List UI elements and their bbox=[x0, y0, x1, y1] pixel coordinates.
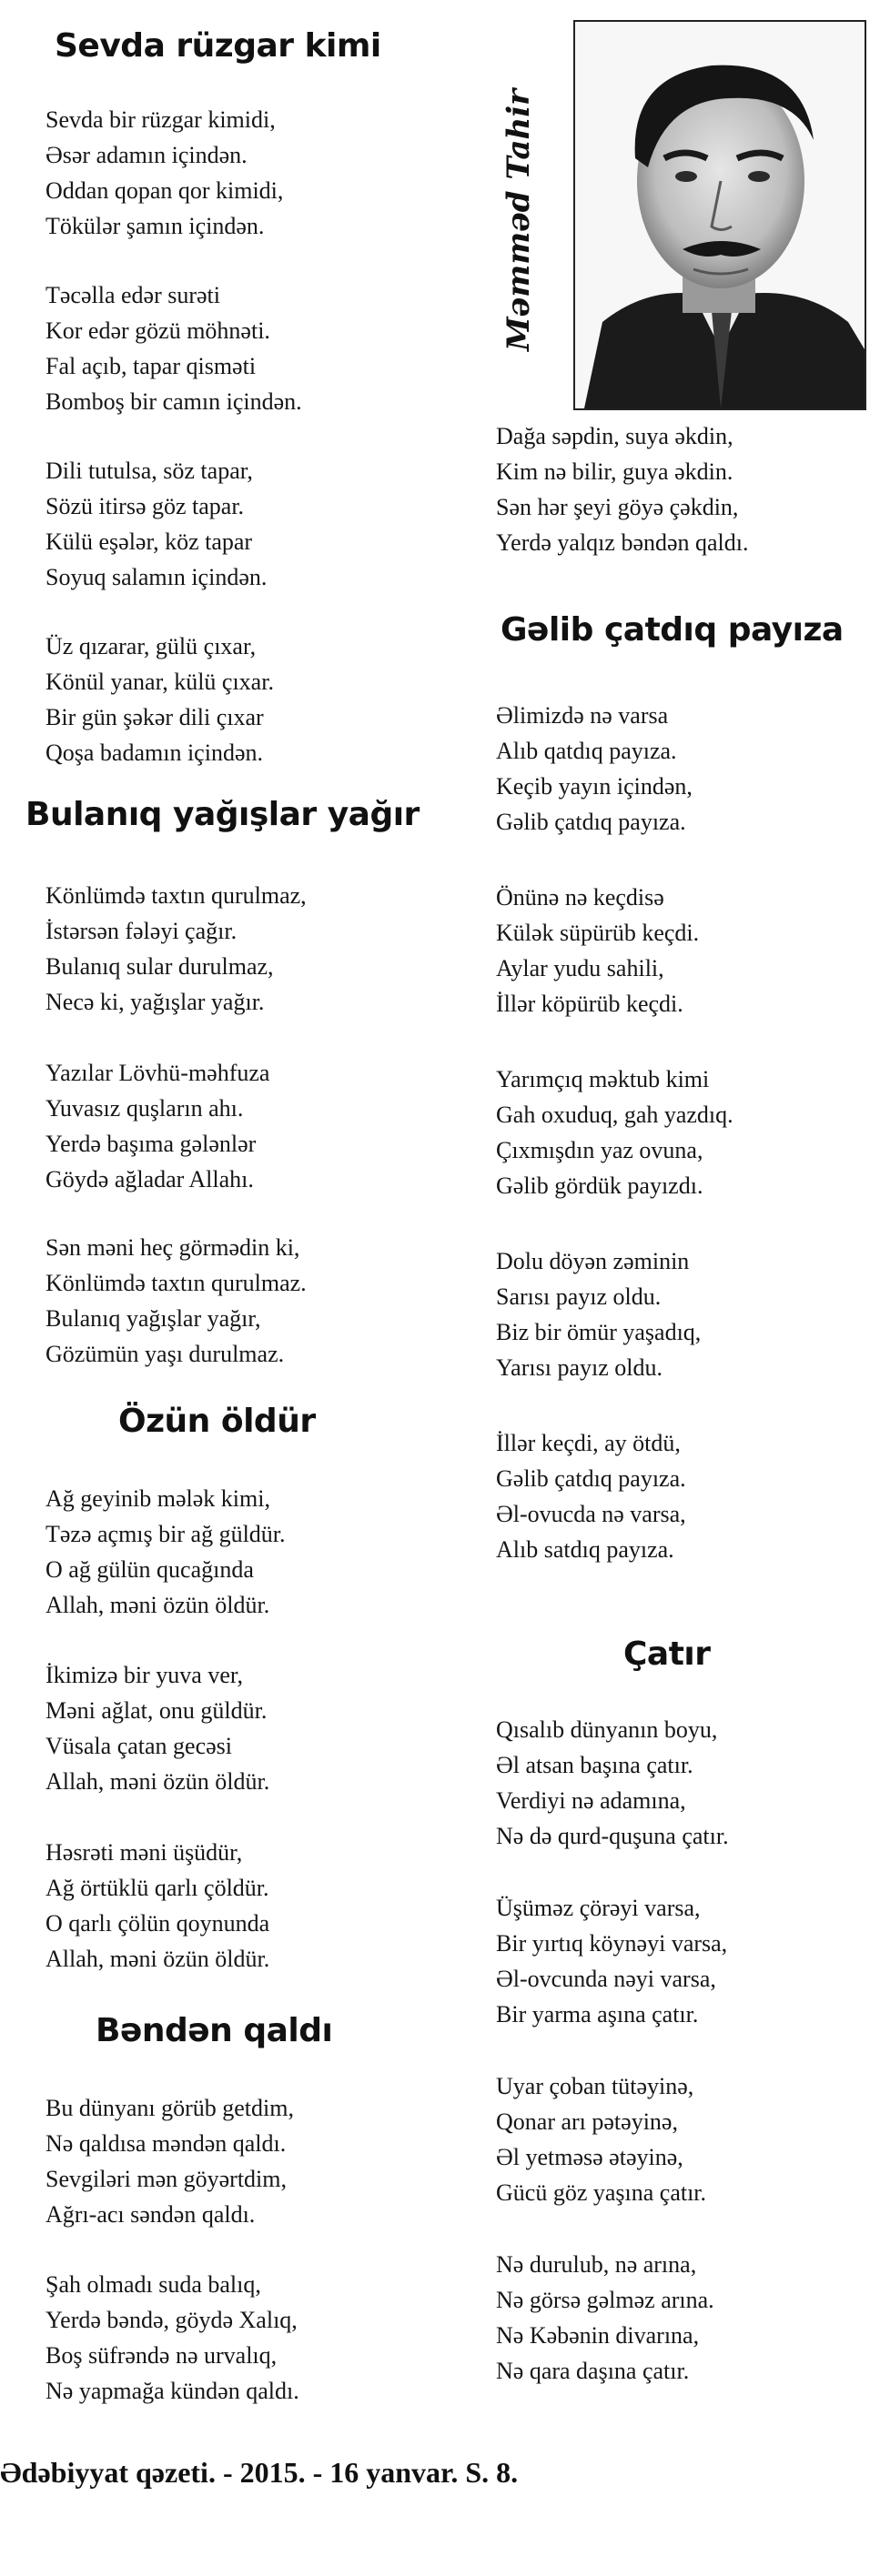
poem-line: Gah oxuduq, gah yazdıq. bbox=[496, 1102, 733, 1128]
poem-line: Könül yanar, külü çıxar. bbox=[46, 669, 274, 695]
poem-line: Bulanıq sular durulmaz, bbox=[46, 953, 274, 980]
poem-line: Əl-ovucda nə varsa, bbox=[496, 1501, 686, 1527]
poem-line: Gəlib çatdıq payıza. bbox=[496, 1465, 686, 1492]
poem-line: Gözümün yaşı durulmaz. bbox=[46, 1341, 285, 1367]
poem-line: İkimizə bir yuva ver, bbox=[46, 1662, 243, 1688]
source-citation: Ədəbiyyat qəzeti. - 2015. - 16 yanvar. S. 8. bbox=[0, 2456, 519, 2489]
poem-line: Bomboş bir camın içindən. bbox=[46, 388, 302, 415]
poem-line: Nə görsə gəlməz arına. bbox=[496, 2287, 714, 2313]
stanza bbox=[496, 418, 749, 560]
poem-line: Əsər adamın içindən. bbox=[46, 142, 248, 168]
poem-line: Nə yapmağa kündən qaldı. bbox=[46, 2378, 299, 2404]
stanza bbox=[496, 698, 693, 840]
poem-line: Nə də qurd-quşuna çatır. bbox=[496, 1823, 729, 1849]
poem-line: Göydə ağladar Allahı. bbox=[46, 1166, 254, 1192]
poem-line: Üşüməz çörəyi varsa, bbox=[496, 1895, 701, 1921]
poem-line: İstərsən fələyi çağır. bbox=[46, 918, 238, 944]
poem-line: Vüsala çatan gecəsi bbox=[46, 1733, 233, 1759]
poem-line: Fal açıb, tapar qisməti bbox=[46, 353, 257, 379]
poem-line: Aylar yudu sahili, bbox=[496, 955, 664, 981]
poem-title-payiza: Gəlib çatdıq payıza bbox=[501, 611, 844, 649]
poem-line: Könlümdə taxtın qurulmaz, bbox=[46, 882, 307, 909]
poem-line: Şah olmadı suda balıq, bbox=[46, 2271, 261, 2298]
poem-line: O ağ gülün qucağında bbox=[46, 1556, 254, 1583]
poem-line: Yarımçıq məktub kimi bbox=[496, 1066, 710, 1092]
stanza bbox=[46, 1481, 286, 1623]
poem-line: Ağrı-acı səndən qaldı. bbox=[46, 2201, 256, 2228]
poem-line: Təcəlla edər surəti bbox=[46, 282, 220, 308]
poem-line: Çıxmışdın yaz ovuna, bbox=[496, 1137, 703, 1163]
poem-line: Yerdə başıma gələnlər bbox=[46, 1131, 257, 1157]
poem-line: Verdiyi nə adamına, bbox=[496, 1787, 686, 1814]
author-photo bbox=[573, 20, 866, 410]
poem-line: Alıb qatdıq payıza. bbox=[496, 738, 677, 764]
portrait-image bbox=[575, 22, 865, 408]
poem-line: Dili tutulsa, söz tapar, bbox=[46, 458, 253, 484]
poem-line: Uyar çoban tütəyinə, bbox=[496, 2073, 694, 2099]
poem-line: Sarısı payız oldu. bbox=[496, 1283, 662, 1310]
poem-line: Sözü itirsə göz tapar. bbox=[46, 493, 245, 519]
poem-line: Külək süpürüb keçdi. bbox=[496, 920, 700, 946]
stanza bbox=[46, 277, 302, 419]
poem-line: Bir gün şəkər dili çıxar bbox=[46, 704, 264, 730]
stanza bbox=[46, 1657, 269, 1799]
poem-line: Yazılar Lövhü-məhfuza bbox=[46, 1060, 270, 1086]
poem-line: Necə ki, yağışlar yağır. bbox=[46, 989, 265, 1015]
poem-line: Nə qara daşına çatır. bbox=[496, 2358, 690, 2384]
poem-line: Yarısı payız oldu. bbox=[496, 1354, 663, 1381]
poem-line: Əl yetməsə ətəyinə, bbox=[496, 2144, 683, 2170]
poem-line: Alıb satdıq payıza. bbox=[496, 1536, 674, 1563]
poem-line: Soyuq salamın içindən. bbox=[46, 564, 268, 590]
poem-line: Əl atsan başına çatır. bbox=[496, 1752, 693, 1778]
poem-line: Təzə açmış bir ağ güldür. bbox=[46, 1521, 286, 1547]
poem-line: Qonar arı pətəyinə, bbox=[496, 2108, 678, 2135]
stanza bbox=[46, 1835, 269, 1977]
poem-title-banden: Bəndən qaldı bbox=[96, 2012, 333, 2049]
poem-line: Oddan qopan qor kimidi, bbox=[46, 177, 284, 204]
poem-line: Yerdə yalqız bəndən qaldı. bbox=[496, 529, 749, 556]
stanza bbox=[496, 1890, 727, 2032]
poem-line: Allah, məni özün öldür. bbox=[46, 1592, 270, 1618]
stanza bbox=[496, 2247, 714, 2389]
poem-line: Əlimizdə nə varsa bbox=[496, 702, 669, 729]
poem-line: Qoşa badamın içindən. bbox=[46, 740, 263, 766]
stanza bbox=[496, 1243, 701, 1385]
poem-line: Sən hər şeyi göyə çəkdin, bbox=[496, 494, 739, 520]
poem-line: Dolu döyən zəminin bbox=[496, 1248, 690, 1274]
poem-line: Həsrəti məni üşüdür, bbox=[46, 1839, 243, 1866]
poem-line: Boş süfrəndə nə urvalıq, bbox=[46, 2342, 278, 2369]
stanza bbox=[496, 2068, 706, 2210]
stanza bbox=[46, 2267, 299, 2409]
stanza bbox=[496, 1712, 729, 1854]
poem-line: Bulanıq yağışlar yağır, bbox=[46, 1305, 261, 1332]
poem-line: Gücü göz yaşına çatır. bbox=[496, 2179, 707, 2206]
poem-line: Yerdə bəndə, göydə Xalıq, bbox=[46, 2307, 298, 2333]
stanza bbox=[46, 2090, 294, 2232]
stanza bbox=[46, 878, 307, 1020]
poem-title-ozun: Özün öldür bbox=[118, 1403, 316, 1440]
poem-line: Gəlib çatdıq payıza. bbox=[496, 809, 686, 835]
poem-line: Dağa səpdin, suya əkdin, bbox=[496, 423, 733, 449]
stanza bbox=[46, 102, 283, 244]
poem-line: Nə durulub, nə arına, bbox=[496, 2251, 697, 2278]
stanza bbox=[46, 629, 274, 770]
poem-line: Külü eşələr, köz tapar bbox=[46, 528, 253, 555]
stanza bbox=[496, 1425, 686, 1567]
poem-line: Sən məni heç görmədin ki, bbox=[46, 1234, 300, 1261]
poem-line: Keçib yayın içindən, bbox=[496, 773, 693, 800]
poem-line: Kor edər gözü möhnəti. bbox=[46, 317, 270, 344]
poem-line: Ağ örtüklü qarlı çöldür. bbox=[46, 1875, 269, 1901]
poem-line: Əl-ovcunda nəyi varsa, bbox=[496, 1966, 716, 1992]
poem-line: Bu dünyanı görüb getdim, bbox=[46, 2095, 294, 2121]
poem-line: Biz bir ömür yaşadıq, bbox=[496, 1319, 702, 1345]
poem-line: Nə qaldısa məndən qaldı. bbox=[46, 2130, 287, 2157]
stanza bbox=[46, 1230, 307, 1372]
poem-line: Məni ağlat, onu güldür. bbox=[46, 1697, 268, 1724]
poem-line: Sevgiləri mən göyərtdim, bbox=[46, 2166, 288, 2192]
poem-line: O qarlı çölün qoynunda bbox=[46, 1910, 270, 1937]
poem-title-sevda: Sevda rüzgar kimi bbox=[55, 27, 381, 65]
poem-line: Ağ geyinib mələk kimi, bbox=[46, 1485, 270, 1512]
poem-line: Allah, məni özün öldür. bbox=[46, 1768, 270, 1795]
poem-line: Könlümdə taxtın qurulmaz. bbox=[46, 1270, 307, 1296]
poem-line: Üz qızarar, gülü çıxar, bbox=[46, 633, 257, 659]
poem-line: Tökülər şamın içindən. bbox=[46, 213, 265, 239]
stanza bbox=[496, 880, 699, 1021]
author-name: Məmməd Tahir bbox=[501, 88, 537, 352]
poem-line: Allah, məni özün öldür. bbox=[46, 1946, 270, 1972]
poem-line: Qısalıb dünyanın boyu, bbox=[496, 1716, 718, 1743]
poem-line: Sevda bir rüzgar kimidi, bbox=[46, 106, 276, 133]
poem-line: Önünə nə keçdisə bbox=[496, 884, 664, 911]
poem-line: Bir yarma aşına çatır. bbox=[496, 2001, 699, 2028]
poem-line: Gəlib gördük payızdı. bbox=[496, 1172, 703, 1199]
stanza bbox=[496, 1062, 733, 1203]
poem-line: Kim nə bilir, guya əkdin. bbox=[496, 458, 733, 485]
stanza bbox=[46, 1055, 269, 1197]
poem-title-catir: Çatır bbox=[623, 1635, 711, 1673]
poem-line: Yuvasız quşların ahı. bbox=[46, 1095, 244, 1122]
poem-title-bulaniq: Bulanıq yağışlar yağır bbox=[25, 796, 420, 833]
stanza bbox=[46, 453, 267, 595]
poem-line: Nə Kəbənin divarına, bbox=[496, 2322, 700, 2349]
poem-line: İllər keçdi, ay ötdü, bbox=[496, 1430, 681, 1456]
poem-line: Bir yırtıq köynəyi varsa, bbox=[496, 1930, 728, 1957]
poem-line: İllər köpürüb keçdi. bbox=[496, 991, 683, 1017]
